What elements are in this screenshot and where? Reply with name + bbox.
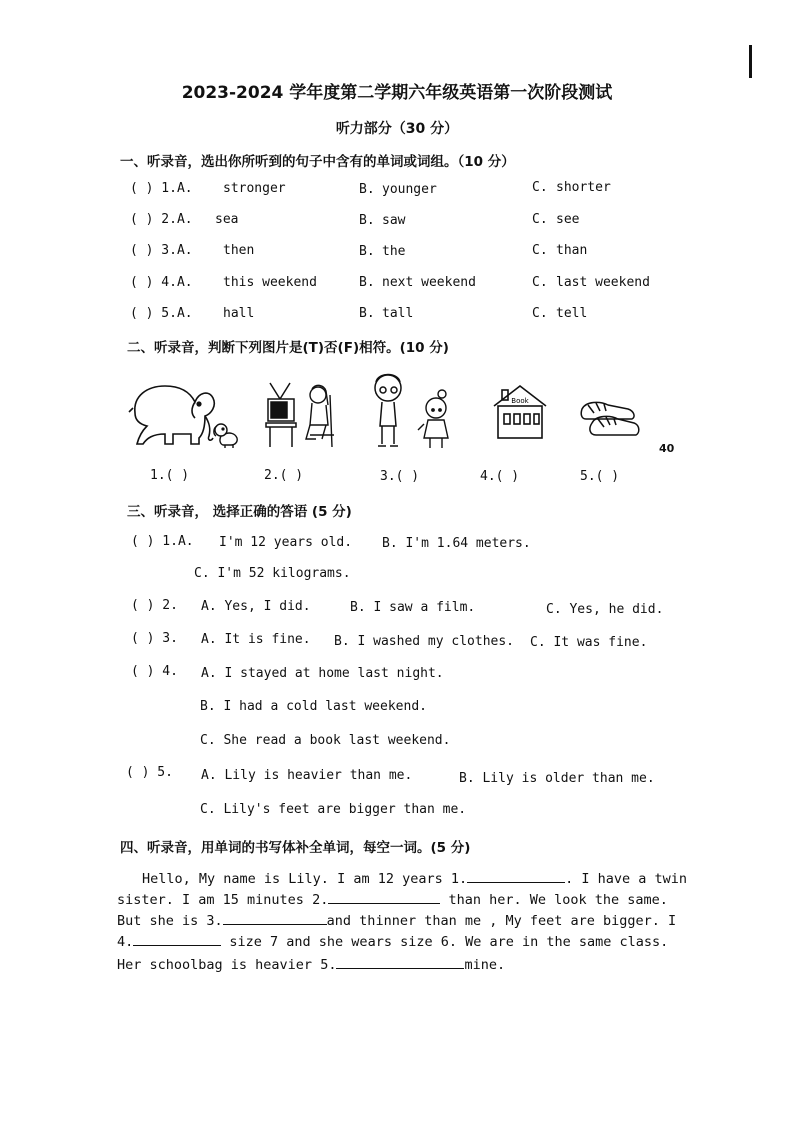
s3-q2-a: A. Yes, I did.	[201, 599, 311, 614]
s1-q2-c: see	[556, 212, 580, 227]
section2-heading: 二、听录音，判断下列图片是(T)否(F)相符。(10 分)	[127, 340, 449, 356]
bookstore-picture	[490, 382, 550, 442]
s1-q3-b-label: B.	[359, 244, 375, 259]
boy-girl-picture	[368, 368, 460, 454]
cloze-line-3-end: and thinner than me , My feet are bigger. I	[326, 913, 677, 929]
s1-q1-num: ( ) 1.A.	[130, 181, 193, 196]
s1-q3-a: then	[223, 243, 255, 258]
house-icon	[494, 386, 546, 438]
blank-3[interactable]	[223, 912, 327, 925]
cloze-line-1-start: Hello, My name is Lily. I am 12 years 1.	[142, 871, 468, 887]
s1-q5-c: tell	[556, 306, 588, 321]
s1-q2-b: saw	[382, 213, 406, 228]
s3-q4-b: B. I had a cold last weekend.	[200, 699, 427, 714]
s3-q3-b: B. I washed my clothes.	[334, 634, 515, 649]
s1-q1-b-label: B.	[359, 182, 375, 197]
cloze-line-1-end: . I have a twin	[565, 871, 688, 887]
s3-q2-num: ( ) 2.	[131, 598, 178, 613]
section1-heading: 一、听录音，选出你所听到的句子中含有的单词或词组。（10 分）	[120, 154, 515, 170]
s3-q2-b: B. I saw a film.	[350, 600, 476, 615]
s3-q2-c: C. Yes, he did.	[546, 602, 664, 617]
pic3-label: 3.( )	[380, 469, 420, 484]
s3-q5-b: B. Lily is older than me.	[459, 771, 655, 786]
shoes-icon	[581, 402, 639, 435]
girl-icon	[418, 390, 448, 448]
s1-q1-a: stronger	[223, 181, 286, 196]
pic1-label: 1.( )	[150, 468, 190, 483]
cloze-line-2-start: sister. I am 15 minutes 2.	[117, 892, 329, 908]
s3-q1-num: ( ) 1.A.	[131, 534, 194, 549]
boy-icon	[375, 375, 401, 447]
girl-sitting-icon	[306, 385, 334, 447]
dog-icon	[214, 424, 237, 448]
shoes-picture	[578, 393, 642, 441]
blank-4[interactable]	[133, 933, 221, 946]
s1-q1-c-label: C.	[532, 180, 548, 195]
exam-title: 2023-2024 学年度第二学期六年级英语第一次阶段测试	[181, 83, 613, 103]
cloze-line-2	[117, 890, 668, 911]
s1-q4-num: ( ) 4.A.	[130, 275, 193, 290]
s1-q4-c-label: C.	[532, 275, 548, 290]
s1-q3-num: ( ) 3.A.	[130, 243, 193, 258]
s1-q4-a: this weekend	[223, 275, 317, 290]
s1-q3-b: the	[382, 244, 406, 259]
s1-q3-c-label: C.	[532, 243, 548, 258]
s3-q5-a: A. Lily is heavier than me.	[201, 768, 413, 783]
s3-q3-num: ( ) 3.	[131, 631, 178, 646]
cloze-line-4	[117, 932, 668, 953]
tv-icon	[266, 383, 296, 447]
blank-2[interactable]	[328, 891, 440, 904]
girl-tv-picture	[262, 375, 342, 450]
s1-q2-b-label: B.	[359, 213, 375, 228]
cloze-line-5	[117, 955, 505, 976]
pic2-label: 2.( )	[264, 468, 304, 483]
cloze-line-2-end: than her. We look the same.	[440, 892, 668, 908]
cloze-line-5-end: mine.	[464, 957, 506, 973]
s1-q5-c-label: C.	[532, 306, 548, 321]
s1-q5-b-label: B.	[359, 306, 375, 321]
s3-q1-a: I'm 12 years old.	[219, 535, 353, 550]
s3-q4-num: ( ) 4.	[131, 664, 178, 679]
blank-5[interactable]	[336, 956, 464, 969]
s3-q1-b: B. I'm 1.64 meters.	[382, 536, 531, 551]
cloze-line-4-start: 4.	[117, 934, 134, 950]
s1-q5-a: hall	[223, 306, 255, 321]
s1-q2-num: ( ) 2.A.	[130, 212, 193, 227]
elephant-dog-picture	[125, 378, 245, 450]
cloze-line-3	[117, 911, 676, 932]
s1-q4-b: next weekend	[382, 275, 476, 290]
section3-heading: 三、听录音， 选择正确的答语 (5 分)	[127, 504, 352, 520]
book-sign: Book	[511, 397, 529, 405]
cloze-line-1	[142, 869, 687, 890]
s3-q3-a: A. It is fine.	[201, 632, 311, 647]
s3-q5-c: C. Lily's feet are bigger than me.	[200, 802, 467, 817]
s3-q1-c: C. I'm 52 kilograms.	[194, 566, 351, 581]
s1-q3-c: than	[556, 243, 588, 258]
cloze-line-5-start: Her schoolbag is heavier 5.	[117, 957, 337, 973]
s3-q4-a: A. I stayed at home last night.	[201, 666, 444, 681]
s1-q4-b-label: B.	[359, 275, 375, 290]
s1-q5-b: tall	[382, 306, 414, 321]
s1-q1-b: younger	[382, 182, 437, 197]
cloze-line-3-start: But she is 3.	[117, 913, 223, 929]
s1-q4-c: last weekend	[556, 275, 650, 290]
exam-subtitle: 听力部分（30 分）	[335, 121, 459, 137]
s1-q5-num: ( ) 5.A.	[130, 306, 193, 321]
s3-q3-c: C. It was fine.	[530, 635, 648, 650]
pic5-label: 5.( )	[580, 469, 620, 484]
s3-q4-c: C. She read a book last weekend.	[200, 733, 451, 748]
corner-mark	[749, 45, 752, 78]
s1-q1-c: shorter	[556, 180, 611, 195]
s3-q5-num: ( ) 5.	[126, 765, 173, 780]
pic4-label: 4.( )	[480, 469, 520, 484]
page-mark: 40	[659, 442, 675, 455]
elephant-icon	[129, 386, 214, 444]
cloze-line-4-end: size 7 and she wears size 6. We are in the same class.	[221, 934, 669, 950]
s1-q2-c-label: C.	[532, 212, 548, 227]
blank-1[interactable]	[467, 870, 565, 883]
section4-heading: 四、听录音，用单词的书写体补全单词，每空一词。(5 分)	[120, 840, 471, 856]
s1-q2-a: sea	[215, 212, 239, 227]
